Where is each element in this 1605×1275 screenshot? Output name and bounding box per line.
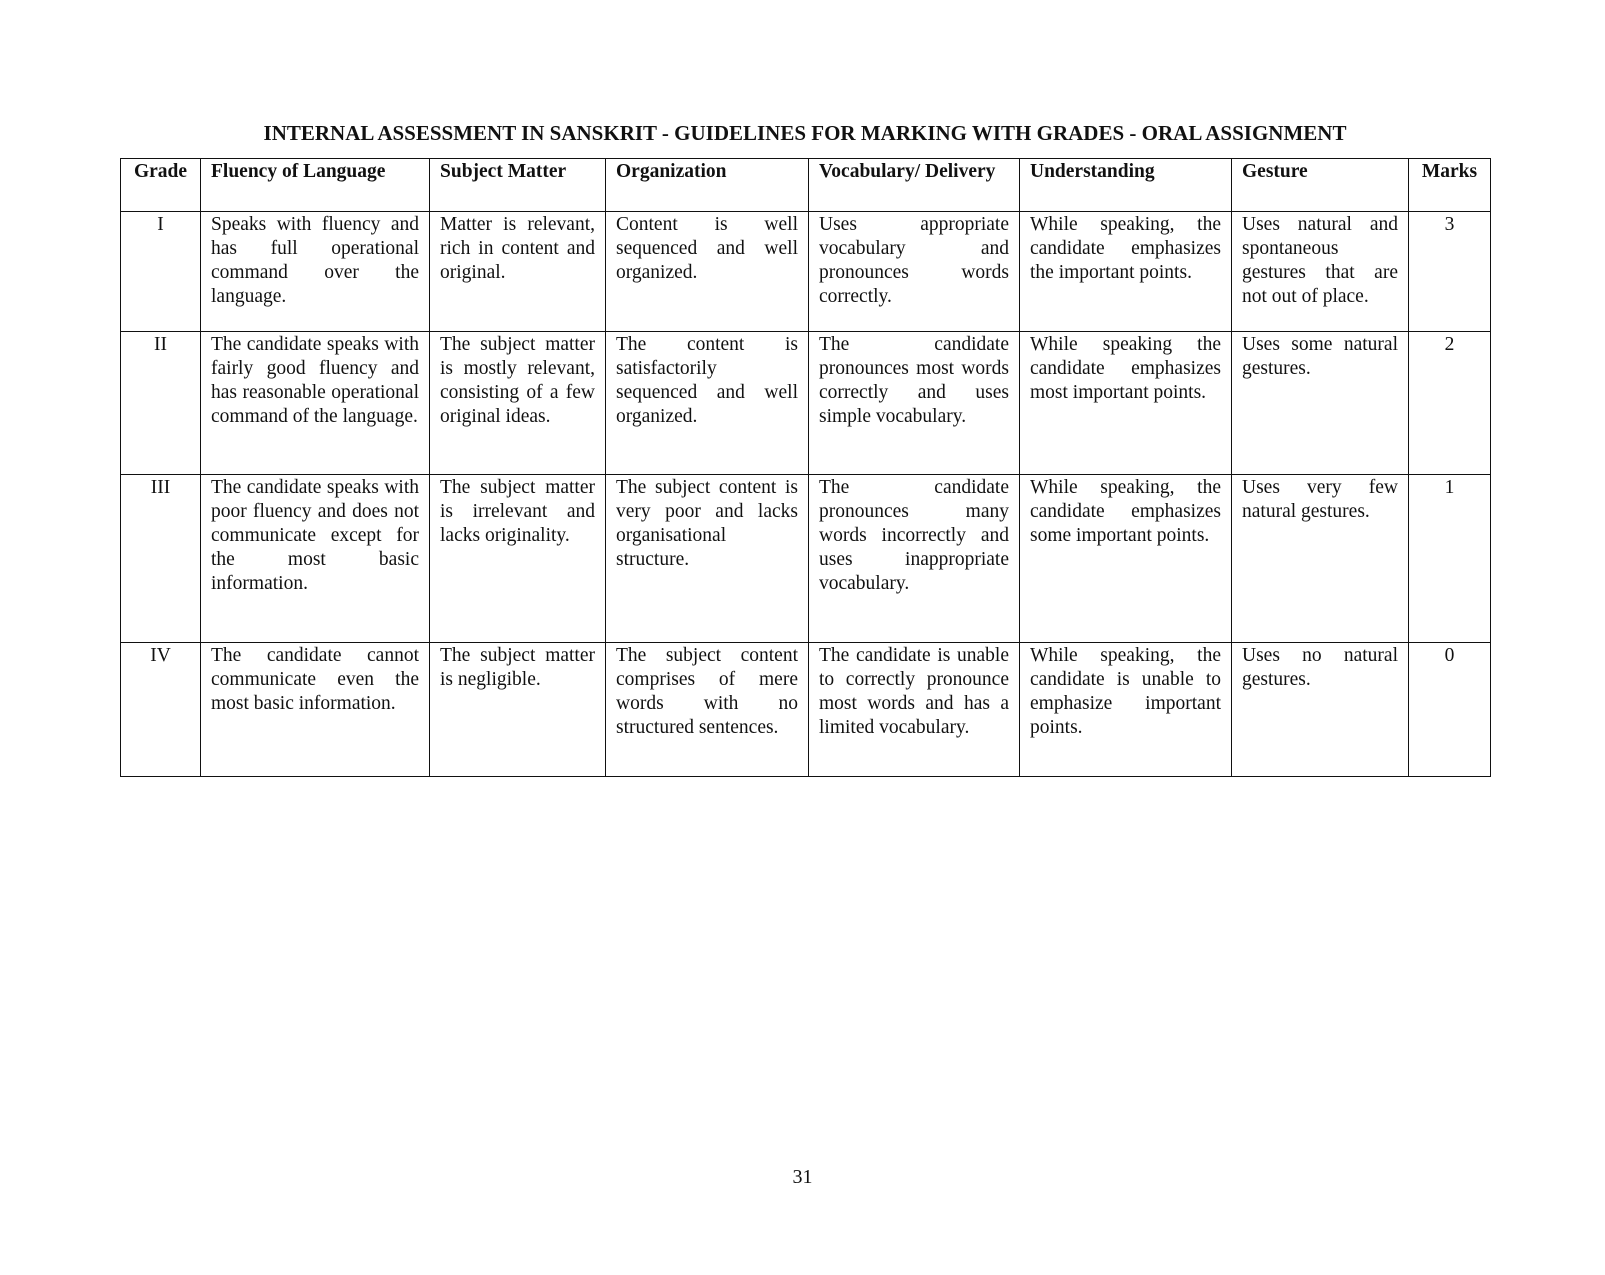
organization-cell: The content is satisfactorily sequenced and well organized. (606, 332, 809, 475)
subject-matter-cell: The subject matter is mostly relevant, consisting of a few original ideas. (430, 332, 606, 475)
header-grade: Grade (121, 159, 201, 212)
vocabulary-cell: The candidate pronounces many words incorrectly and uses inappropriate vocabulary. (809, 475, 1020, 643)
header-understanding: Understanding (1020, 159, 1232, 212)
gesture-cell: Uses very few natural gestures. (1232, 475, 1409, 643)
gesture-cell: Uses some natural gestures. (1232, 332, 1409, 475)
fluency-cell: The candidate cannot communicate even the most basic information. (201, 643, 430, 777)
table-row (121, 332, 1491, 475)
marks-cell: 0 (1409, 643, 1491, 777)
table-row (121, 475, 1491, 643)
grading-rubric-table (120, 158, 1491, 777)
grade-cell: III (121, 475, 201, 643)
grade-cell: II (121, 332, 201, 475)
header-marks: Marks (1409, 159, 1491, 212)
table-row (121, 212, 1491, 332)
organization-cell: The subject content is very poor and lacks organisational structure. (606, 475, 809, 643)
subject-matter-cell: Matter is relevant, rich in content and original. (430, 212, 606, 332)
understanding-cell: While speaking, the candidate is unable to emphasize important points. (1020, 643, 1232, 777)
header-gesture: Gesture (1232, 159, 1409, 212)
subject-matter-cell: The subject matter is negligible. (430, 643, 606, 777)
page-title: INTERNAL ASSESSMENT IN SANSKRIT - GUIDELINES FOR MARKING WITH GRADES - ORAL ASSIGNMENT (263, 121, 1347, 145)
organization-cell: The subject content comprises of mere words with no structured sentences. (606, 643, 809, 777)
table-row (121, 643, 1491, 777)
understanding-cell: While speaking the candidate emphasizes most important points. (1020, 332, 1232, 475)
subject-matter-cell: The subject matter is irrelevant and lacks originality. (430, 475, 606, 643)
grade-cell: I (121, 212, 201, 332)
header-organization: Organization (606, 159, 809, 212)
fluency-cell: The candidate speaks with poor fluency and does not communicate except for the most basic information. (201, 475, 430, 643)
vocabulary-cell: The candidate pronounces most words correctly and uses simple vocabulary. (809, 332, 1020, 475)
gesture-cell: Uses natural and spontaneous gestures that are not out of place. (1232, 212, 1409, 332)
grade-cell: IV (121, 643, 201, 777)
organization-cell: Content is well sequenced and well organized. (606, 212, 809, 332)
header-fluency: Fluency of Language (201, 159, 430, 212)
table-header-row (121, 159, 1491, 212)
vocabulary-cell: The candidate is unable to correctly pronounce most words and has a limited vocabulary. (809, 643, 1020, 777)
understanding-cell: While speaking, the candidate emphasizes some important points. (1020, 475, 1232, 643)
marks-cell: 1 (1409, 475, 1491, 643)
marks-cell: 3 (1409, 212, 1491, 332)
understanding-cell: While speaking, the candidate emphasizes the important points. (1020, 212, 1232, 332)
header-subject-matter: Subject Matter (430, 159, 606, 212)
fluency-cell: The candidate speaks with fairly good fluency and has reasonable operational command of the language. (201, 332, 430, 475)
page-number: 31 (792, 1166, 813, 1188)
vocabulary-cell: Uses appropriate vocabulary and pronounces words correctly. (809, 212, 1020, 332)
header-vocabulary: Vocabulary/ Delivery (809, 159, 1020, 212)
fluency-cell: Speaks with fluency and has full operational command over the language. (201, 212, 430, 332)
gesture-cell: Uses no natural gestures. (1232, 643, 1409, 777)
marks-cell: 2 (1409, 332, 1491, 475)
